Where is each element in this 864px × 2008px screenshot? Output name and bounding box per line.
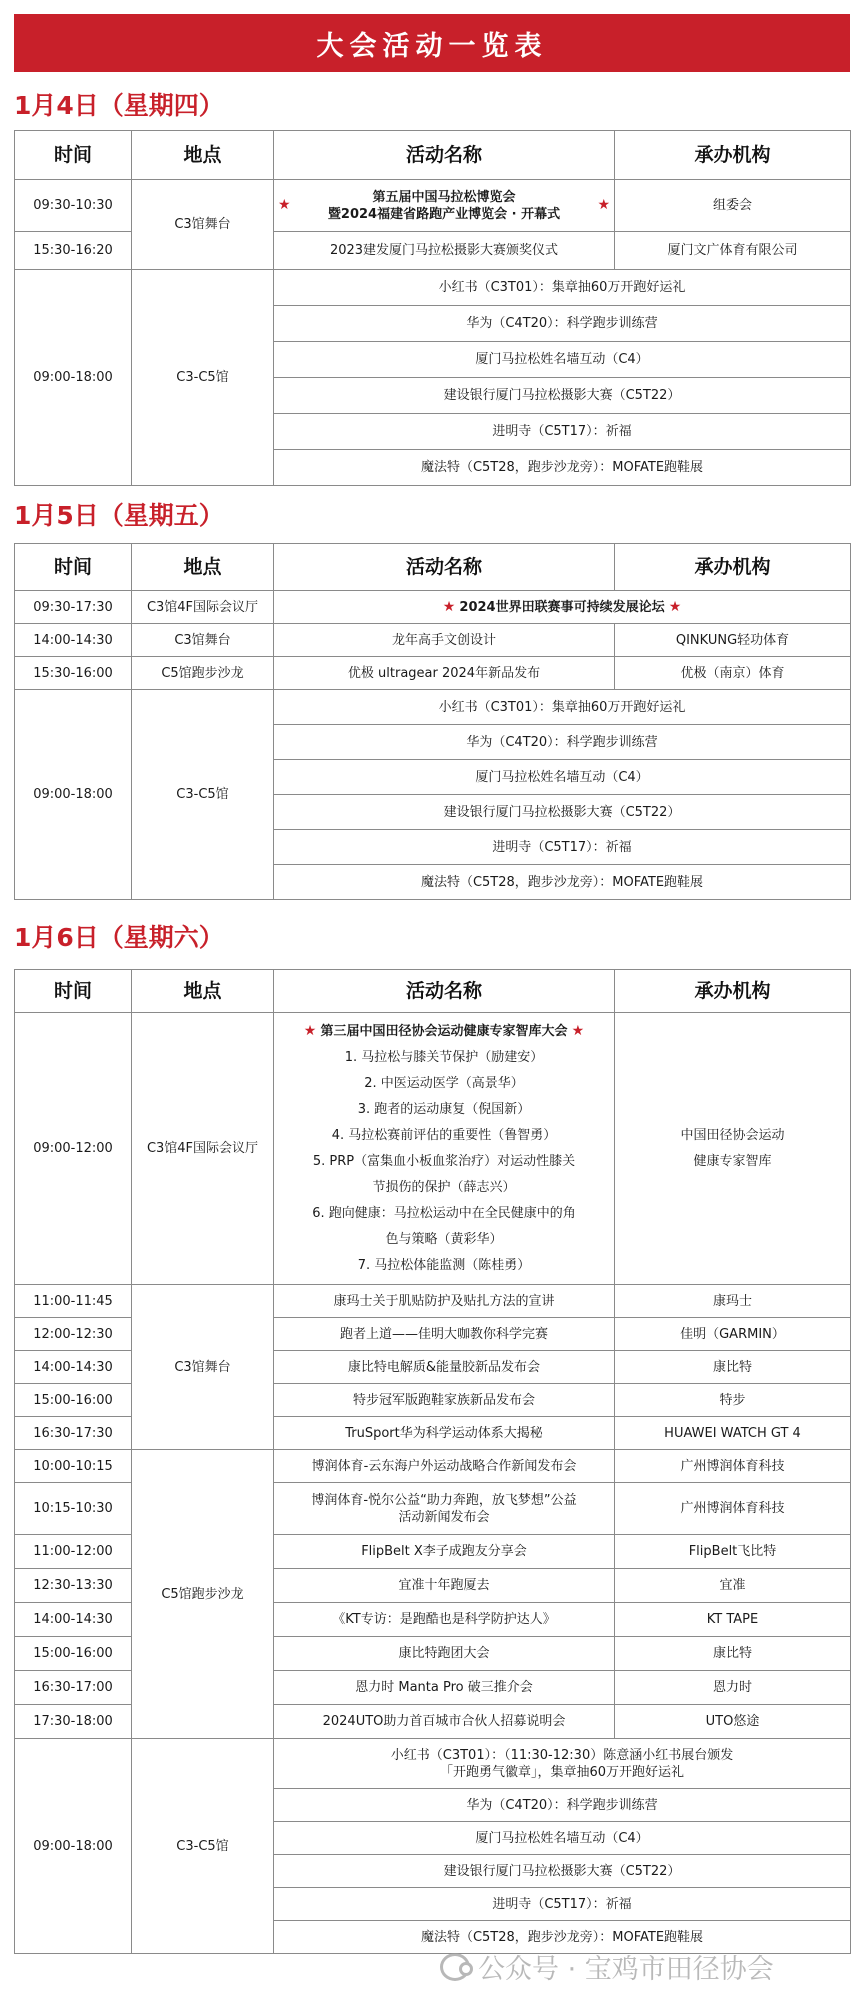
header-time: 时间	[15, 131, 132, 180]
organizer-cell	[615, 1013, 851, 1285]
activity-cell: 2023建发厦门马拉松摄影大赛颁奖仪式	[274, 232, 615, 270]
activity-cell: 建设银行厦门马拉松摄影大赛（C5T22）	[274, 795, 851, 830]
organizer-cell: 特步	[615, 1384, 851, 1417]
star-icon: ★	[303, 1023, 317, 1039]
header-activity: 活动名称	[274, 131, 615, 180]
forum-line: 3. 跑者的运动康复（倪国新）	[357, 1102, 531, 1117]
forum-line: 7. 马拉松体能监测（陈桂勇）	[357, 1258, 531, 1273]
activity-cell: 康比特跑团大会	[274, 1637, 615, 1671]
activity-title: 2024世界田联赛事可持续发展论坛	[459, 599, 665, 615]
watermark	[440, 1947, 774, 1986]
activity-cell: 龙年高手文创设计	[274, 624, 615, 657]
star-icon: ★	[571, 1023, 585, 1039]
venue-cell: C5馆跑步沙龙	[132, 657, 274, 690]
organizer-cell: 康比特	[615, 1637, 851, 1671]
banner-title: 大会活动一览表	[14, 14, 850, 72]
activity-cell: FlipBelt X李子成跑友分享会	[274, 1535, 615, 1569]
star-icon: ★	[278, 196, 291, 213]
forum-line: 节损伤的保护（薛志兴）	[372, 1180, 516, 1195]
table-row	[15, 180, 851, 232]
day-heading-jan6: 1月6日（星期六）	[14, 923, 224, 952]
activity-cell: 厦门马拉松姓名墙互动（C4）	[274, 342, 851, 378]
schedule-table-jan6	[14, 969, 851, 1954]
organizer-cell: 恩力时	[615, 1671, 851, 1705]
time-cell: 10:15-10:30	[15, 1483, 132, 1535]
table-row	[15, 1013, 851, 1285]
organizer-cell: 组委会	[615, 180, 851, 232]
time-cell: 12:30-13:30	[15, 1569, 132, 1603]
time-cell: 09:00-12:00	[15, 1013, 132, 1285]
table-row	[15, 1739, 851, 1789]
time-cell: 10:00-10:15	[15, 1450, 132, 1483]
activity-cell	[274, 1483, 615, 1535]
time-cell: 11:00-12:00	[15, 1535, 132, 1569]
time-cell: 12:00-12:30	[15, 1318, 132, 1351]
activity-cell: 恩力时 Manta Pro 破三推介会	[274, 1671, 615, 1705]
activity-cell: 博润体育-云东海户外运动战略合作新闻发布会	[274, 1450, 615, 1483]
activity-cell: 厦门马拉松姓名墙互动（C4）	[274, 1822, 851, 1855]
organizer-cell: QINKUNG轻功体育	[615, 624, 851, 657]
activity-cell: 魔法特（C5T28，跑步沙龙旁）：MOFATE跑鞋展	[274, 1921, 851, 1954]
organizer-cell: UTO悠途	[615, 1705, 851, 1739]
header-time: 时间	[15, 544, 132, 591]
table-row	[15, 690, 851, 725]
star-icon: ★	[597, 196, 610, 213]
activity-cell: 康比特电解质&能量胶新品发布会	[274, 1351, 615, 1384]
activity-cell	[274, 1013, 615, 1285]
activity-cell: 华为（C4T20）：科学跑步训练营	[274, 1789, 851, 1822]
star-icon: ★	[442, 598, 456, 615]
activity-cell: 跑者上道——佳明大咖教你科学完赛	[274, 1318, 615, 1351]
organizer-cell: KT TAPE	[615, 1603, 851, 1637]
header-venue: 地点	[132, 131, 274, 180]
header-venue: 地点	[132, 544, 274, 591]
time-cell: 09:00-18:00	[15, 1739, 132, 1954]
activity-cell: 小红书（C3T01）：集章抽60万开跑好运礼	[274, 270, 851, 306]
header-organizer: 承办机构	[615, 970, 851, 1013]
header-activity: 活动名称	[274, 970, 615, 1013]
time-cell: 09:30-17:30	[15, 591, 132, 624]
venue-cell: C3馆4F国际会议厅	[132, 591, 274, 624]
time-cell: 16:30-17:00	[15, 1671, 132, 1705]
venue-cell: C3馆舞台	[132, 1285, 274, 1450]
organizer-cell: 康比特	[615, 1351, 851, 1384]
forum-line: 4. 马拉松赛前评估的重要性（鲁智勇）	[331, 1128, 557, 1143]
organizer-cell: 佳明（GARMIN）	[615, 1318, 851, 1351]
activity-cell	[274, 1739, 851, 1789]
time-cell: 17:30-18:00	[15, 1705, 132, 1739]
table-row	[15, 591, 851, 624]
activity-cell: 优极 ultragear 2024年新品发布	[274, 657, 615, 690]
activity-cell	[274, 180, 615, 232]
wechat-icon	[440, 1953, 470, 1981]
table-row	[15, 1285, 851, 1318]
venue-cell: C3-C5馆	[132, 1739, 274, 1954]
activity-line: 活动新闻发布会	[398, 1509, 490, 1525]
organizer-cell: 康玛士	[615, 1285, 851, 1318]
table-header-row	[15, 544, 851, 591]
organizer-line: 中国田径协会运动	[680, 1127, 785, 1143]
time-cell: 09:00-18:00	[15, 690, 132, 900]
activity-cell: 建设银行厦门马拉松摄影大赛（C5T22）	[274, 378, 851, 414]
activity-cell: 魔法特（C5T28，跑步沙龙旁）：MOFATE跑鞋展	[274, 865, 851, 900]
schedule-table-jan5	[14, 543, 851, 900]
activity-cell: 建设银行厦门马拉松摄影大赛（C5T22）	[274, 1855, 851, 1888]
table-row	[15, 270, 851, 306]
time-cell: 14:00-14:30	[15, 1351, 132, 1384]
header-venue: 地点	[132, 970, 274, 1013]
time-cell: 15:30-16:20	[15, 232, 132, 270]
activity-cell: 进明寺（C5T17）：祈福	[274, 1888, 851, 1921]
activity-line: 博润体育-悦尔公益“助力奔跑，放飞梦想”公益	[311, 1492, 577, 1508]
time-cell: 09:30-10:30	[15, 180, 132, 232]
venue-cell: C3馆舞台	[132, 624, 274, 657]
header-time: 时间	[15, 970, 132, 1013]
time-cell: 11:00-11:45	[15, 1285, 132, 1318]
time-cell: 15:00-16:00	[15, 1384, 132, 1417]
activity-cell: 《KT专访：是跑酷也是科学防护达人》	[274, 1603, 615, 1637]
organizer-cell: FlipBelt飞比特	[615, 1535, 851, 1569]
forum-line: 5. PRP（富集血小板血浆治疗）对运动性膝关	[312, 1154, 576, 1169]
organizer-cell: 广州博润体育科技	[615, 1483, 851, 1535]
activity-cell: 康玛士关于肌贴防护及贴扎方法的宣讲	[274, 1285, 615, 1318]
activity-line: 第五届中国马拉松博览会	[372, 189, 516, 205]
forum-title: 第三届中国田径协会运动健康专家智库大会	[320, 1024, 568, 1039]
activity-cell: 厦门马拉松姓名墙互动（C4）	[274, 760, 851, 795]
table-header-row	[15, 970, 851, 1013]
header-organizer: 承办机构	[615, 544, 851, 591]
activity-cell: 华为（C4T20）：科学跑步训练营	[274, 725, 851, 760]
table-header-row	[15, 131, 851, 180]
activity-cell: TruSport华为科学运动体系大揭秘	[274, 1417, 615, 1450]
schedule-table-jan4	[14, 130, 851, 486]
time-cell: 09:00-18:00	[15, 270, 132, 486]
activity-cell: 华为（C4T20）：科学跑步训练营	[274, 306, 851, 342]
activity-line: 小红书（C3T01）：（11:30-12:30）陈意涵小红书展台颁发	[390, 1747, 734, 1763]
organizer-cell: HUAWEI WATCH GT 4	[615, 1417, 851, 1450]
forum-line: 1. 马拉松与膝关节保护（励建安）	[344, 1050, 544, 1065]
organizer-cell: 宜准	[615, 1569, 851, 1603]
time-cell: 14:00-14:30	[15, 624, 132, 657]
activity-cell: 特步冠军版跑鞋家族新品发布会	[274, 1384, 615, 1417]
venue-cell: C3-C5馆	[132, 690, 274, 900]
organizer-cell: 广州博润体育科技	[615, 1450, 851, 1483]
time-cell: 14:00-14:30	[15, 1603, 132, 1637]
time-cell: 15:00-16:00	[15, 1637, 132, 1671]
day-heading-jan4: 1月4日（星期四）	[14, 91, 224, 120]
time-cell: 16:30-17:30	[15, 1417, 132, 1450]
activity-cell: 魔法特（C5T28，跑步沙龙旁）：MOFATE跑鞋展	[274, 450, 851, 486]
organizer-cell: 厦门文广体育有限公司	[615, 232, 851, 270]
organizer-cell: 优极（南京）体育	[615, 657, 851, 690]
table-row	[15, 624, 851, 657]
activity-cell: 2024UTO助力首百城市合伙人招募说明会	[274, 1705, 615, 1739]
watermark-text: 公众号 · 宝鸡市田径协会	[478, 1954, 774, 1985]
header-organizer: 承办机构	[615, 131, 851, 180]
activity-line: 暨2024福建省路跑产业博览会 · 开幕式	[327, 206, 561, 222]
venue-cell: C5馆跑步沙龙	[132, 1450, 274, 1739]
venue-cell: C3馆4F国际会议厅	[132, 1013, 274, 1285]
header-activity: 活动名称	[274, 544, 615, 591]
day-heading-jan5: 1月5日（星期五）	[14, 501, 224, 530]
forum-line: 色与策略（黄彩华）	[385, 1232, 503, 1247]
activity-cell: 进明寺（C5T17）：祈福	[274, 830, 851, 865]
table-row	[15, 1450, 851, 1483]
forum-line: 6. 跑向健康：马拉松运动中在全民健康中的角	[312, 1206, 576, 1221]
time-cell: 15:30-16:00	[15, 657, 132, 690]
activity-cell: 宜准十年跑厦去	[274, 1569, 615, 1603]
venue-cell: C3馆舞台	[132, 180, 274, 270]
activity-line: 「开跑勇气徽章」，集章抽60万开跑好运礼	[439, 1764, 685, 1780]
activity-cell: 小红书（C3T01）：集章抽60万开跑好运礼	[274, 690, 851, 725]
venue-cell: C3-C5馆	[132, 270, 274, 486]
activity-cell	[274, 591, 851, 624]
forum-line: 2. 中医运动医学（高景华）	[364, 1076, 524, 1091]
organizer-line: 健康专家智库	[693, 1153, 772, 1169]
star-icon: ★	[668, 598, 682, 615]
activity-cell: 进明寺（C5T17）：祈福	[274, 414, 851, 450]
table-row	[15, 657, 851, 690]
